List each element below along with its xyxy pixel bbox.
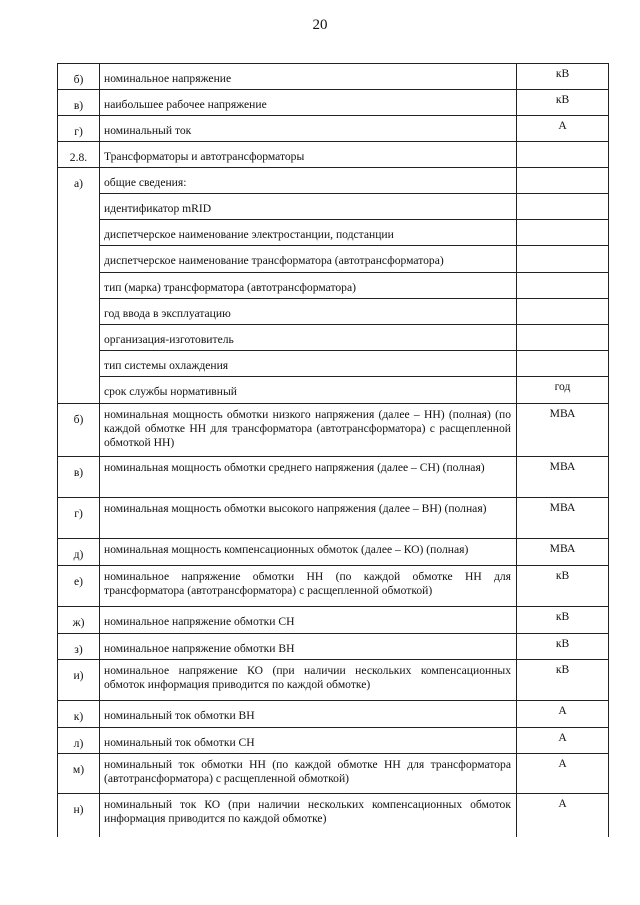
row-description: номинальное напряжение обмотки СН — [100, 607, 517, 634]
row-description: номинальный ток обмотки НН (по каждой обмотке НН для трансформатора (автотрансформатора) с расщепленной обмоткой) — [100, 754, 517, 794]
row-number: 2.8. — [58, 142, 100, 168]
table-row — [58, 607, 609, 634]
row-number — [58, 220, 100, 246]
row-number: в) — [58, 90, 100, 116]
row-number: м) — [58, 754, 100, 794]
row-number: д) — [58, 539, 100, 566]
table-row — [58, 325, 609, 351]
table-row — [58, 299, 609, 325]
row-unit: МВА — [517, 404, 609, 457]
table-row — [58, 377, 609, 404]
row-description: номинальное напряжение обмотки ВН — [100, 634, 517, 660]
row-description: номинальный ток обмотки ВН — [100, 701, 517, 728]
row-number — [58, 325, 100, 351]
row-description: номинальная мощность компенсационных обмоток (далее – КО) (полная) — [100, 539, 517, 566]
table-row — [58, 116, 609, 142]
table-row — [58, 539, 609, 566]
row-unit: А — [517, 754, 609, 794]
table-row — [58, 566, 609, 607]
row-description: номинальное напряжение — [100, 64, 517, 90]
row-description: общие сведения: — [100, 168, 517, 194]
row-number — [58, 246, 100, 273]
row-unit — [517, 194, 609, 220]
row-number — [58, 194, 100, 220]
row-description: диспетчерское наименование электростанции, подстанции — [100, 220, 517, 246]
row-unit — [517, 273, 609, 299]
row-unit: МВА — [517, 457, 609, 498]
table-row — [58, 660, 609, 701]
table-row — [58, 404, 609, 457]
row-number: г) — [58, 116, 100, 142]
row-unit — [517, 351, 609, 377]
row-number: н) — [58, 794, 100, 837]
table-row — [58, 794, 609, 837]
row-unit: кВ — [517, 64, 609, 90]
row-description: номинальный ток — [100, 116, 517, 142]
row-number: б) — [58, 64, 100, 90]
row-number — [58, 377, 100, 404]
row-number: к) — [58, 701, 100, 728]
row-number: в) — [58, 457, 100, 498]
row-number: е) — [58, 566, 100, 607]
row-description: тип системы охлаждения — [100, 351, 517, 377]
row-unit: А — [517, 794, 609, 837]
row-description: диспетчерское наименование трансформатора (автотрансформатора) — [100, 246, 517, 273]
table-row — [58, 498, 609, 539]
table-row — [58, 194, 609, 220]
row-unit: А — [517, 116, 609, 142]
row-unit — [517, 220, 609, 246]
row-number — [58, 351, 100, 377]
row-description: организация-изготовитель — [100, 325, 517, 351]
row-description: номинальная мощность обмотки низкого напряжения (далее – НН) (полная) (по каждой обмотке НН для трансформатора (автотрансформатора) с расщепленной обмоткой НН) — [100, 404, 517, 457]
row-number: ж) — [58, 607, 100, 634]
row-unit: кВ — [517, 660, 609, 701]
table-row — [58, 351, 609, 377]
row-description: идентификатор mRID — [100, 194, 517, 220]
row-description: номинальный ток обмотки СН — [100, 728, 517, 754]
row-unit: кВ — [517, 634, 609, 660]
table-row — [58, 754, 609, 794]
table-row — [58, 90, 609, 116]
row-unit — [517, 325, 609, 351]
table-row — [58, 64, 609, 90]
row-unit: МВА — [517, 498, 609, 539]
row-number: з) — [58, 634, 100, 660]
row-description: срок службы нормативный — [100, 377, 517, 404]
specification-table — [57, 63, 609, 837]
row-unit — [517, 299, 609, 325]
row-description: Трансформаторы и автотрансформаторы — [100, 142, 517, 168]
row-unit — [517, 168, 609, 194]
row-description: номинальный ток КО (при наличии нескольких компенсационных обмоток информация приводится по каждой обмотке) — [100, 794, 517, 837]
row-description: номинальная мощность обмотки высокого напряжения (далее – ВН) (полная) — [100, 498, 517, 539]
row-unit: кВ — [517, 90, 609, 116]
table-row — [58, 168, 609, 194]
row-description: номинальное напряжение КО (при наличии нескольких компенсационных обмоток информация приводится по каждой обмотке) — [100, 660, 517, 701]
row-description: номинальное напряжение обмотки НН (по каждой обмотке НН для трансформатора (автотрансформатора) с расщепленной обмоткой) — [100, 566, 517, 607]
row-unit: МВА — [517, 539, 609, 566]
table-row — [58, 246, 609, 273]
table-row — [58, 273, 609, 299]
row-description: тип (марка) трансформатора (автотрансформатора) — [100, 273, 517, 299]
row-number — [58, 273, 100, 299]
row-description: год ввода в эксплуатацию — [100, 299, 517, 325]
row-unit: А — [517, 728, 609, 754]
table-row — [58, 634, 609, 660]
row-number: г) — [58, 498, 100, 539]
row-number: л) — [58, 728, 100, 754]
row-number — [58, 299, 100, 325]
row-unit: год — [517, 377, 609, 404]
row-unit — [517, 142, 609, 168]
row-description: наибольшее рабочее напряжение — [100, 90, 517, 116]
row-unit: кВ — [517, 607, 609, 634]
table-row — [58, 728, 609, 754]
row-number: б) — [58, 404, 100, 457]
page-number: 20 — [312, 17, 328, 33]
table-row — [58, 142, 609, 168]
row-description: номинальная мощность обмотки среднего напряжения (далее – СН) (полная) — [100, 457, 517, 498]
table-row — [58, 701, 609, 728]
table-row — [58, 457, 609, 498]
row-unit — [517, 246, 609, 273]
table-row — [58, 220, 609, 246]
row-number: и) — [58, 660, 100, 701]
row-unit: кВ — [517, 566, 609, 607]
row-unit: А — [517, 701, 609, 728]
row-number: а) — [58, 168, 100, 194]
